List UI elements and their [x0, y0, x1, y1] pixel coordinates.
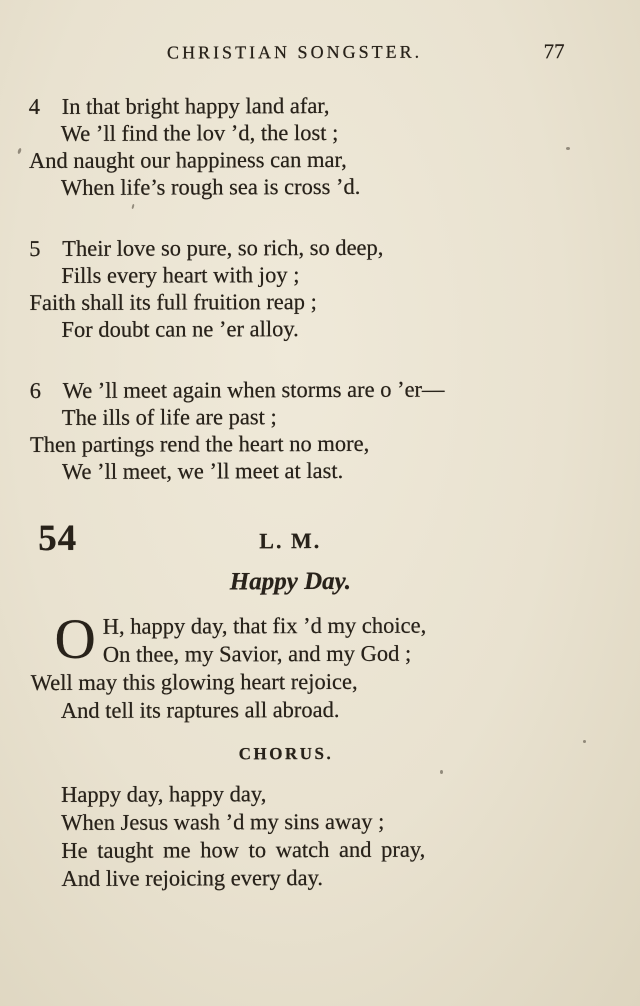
chorus-line: When Jesus wash ’d my sins away ; — [61, 808, 385, 835]
verse-line: Fills every heart with joy ; — [61, 262, 300, 288]
verse-line: On thee, my Savior, and my God ; — [102, 640, 412, 667]
hymn-title: Happy Day. — [229, 567, 352, 596]
dropcap-letter: O — [54, 607, 96, 671]
verse-line-text: We ’ll meet again when storms are o ’er— — [62, 376, 445, 403]
verse-line: Well may this glowing heart rejoice, — [30, 668, 358, 696]
verse-line: The ills of life are past ; — [61, 404, 277, 430]
book-title: CHRISTIAN SONGSTER. — [167, 41, 423, 63]
verse-line: H, happy day, that fix ’d my choice, — [102, 612, 427, 639]
page-number: 77 — [543, 39, 565, 64]
verse-line: Faith shall its full fruition reap ; — [29, 289, 317, 316]
verse-number: 6 — [29, 377, 42, 404]
page-content — [0, 41, 640, 893]
verse-line-text: In that bright happy land afar, — [61, 92, 330, 119]
verse-line: When life’s rough sea is cross ’d. — [60, 173, 361, 200]
hymn-meter: L. M. — [259, 527, 322, 554]
verse-line — [29, 233, 599, 262]
verse-line: For doubt can ne ’er alloy. — [61, 316, 299, 342]
hymn-heading — [0, 517, 640, 565]
verse-number: 5 — [29, 235, 41, 262]
verse-line — [29, 91, 599, 120]
chorus-heading: CHORUS. — [238, 743, 334, 764]
hymn-first-verse — [30, 607, 601, 725]
hymn-number: 54 — [38, 517, 78, 559]
hymn-verse-4 — [29, 91, 599, 201]
hymn-verse-6 — [30, 375, 600, 485]
verse-line: Then partings rend the heart no more, — [29, 430, 370, 458]
verse-line: And tell its raptures all abroad. — [60, 696, 340, 723]
hymn-verse-5 — [29, 233, 599, 343]
chorus-verse — [61, 779, 601, 893]
verse-number: 4 — [28, 93, 41, 120]
verse-line — [30, 375, 600, 404]
chorus-line: He taught me how to watch and pray, — [61, 836, 426, 863]
chorus-line: Happy day, happy day, — [61, 781, 267, 807]
verse-line: We ’ll meet, we ’ll meet at last. — [61, 457, 344, 484]
chorus-line: And live rejoicing every day. — [61, 864, 324, 891]
verse-line: And naught our happiness can mar, — [28, 146, 347, 174]
verse-line-text: Their love so pure, so rich, so deep, — [62, 234, 384, 261]
running-header — [0, 41, 639, 71]
verse-line: We ’ll find the lov ’d, the lost ; — [60, 119, 339, 146]
